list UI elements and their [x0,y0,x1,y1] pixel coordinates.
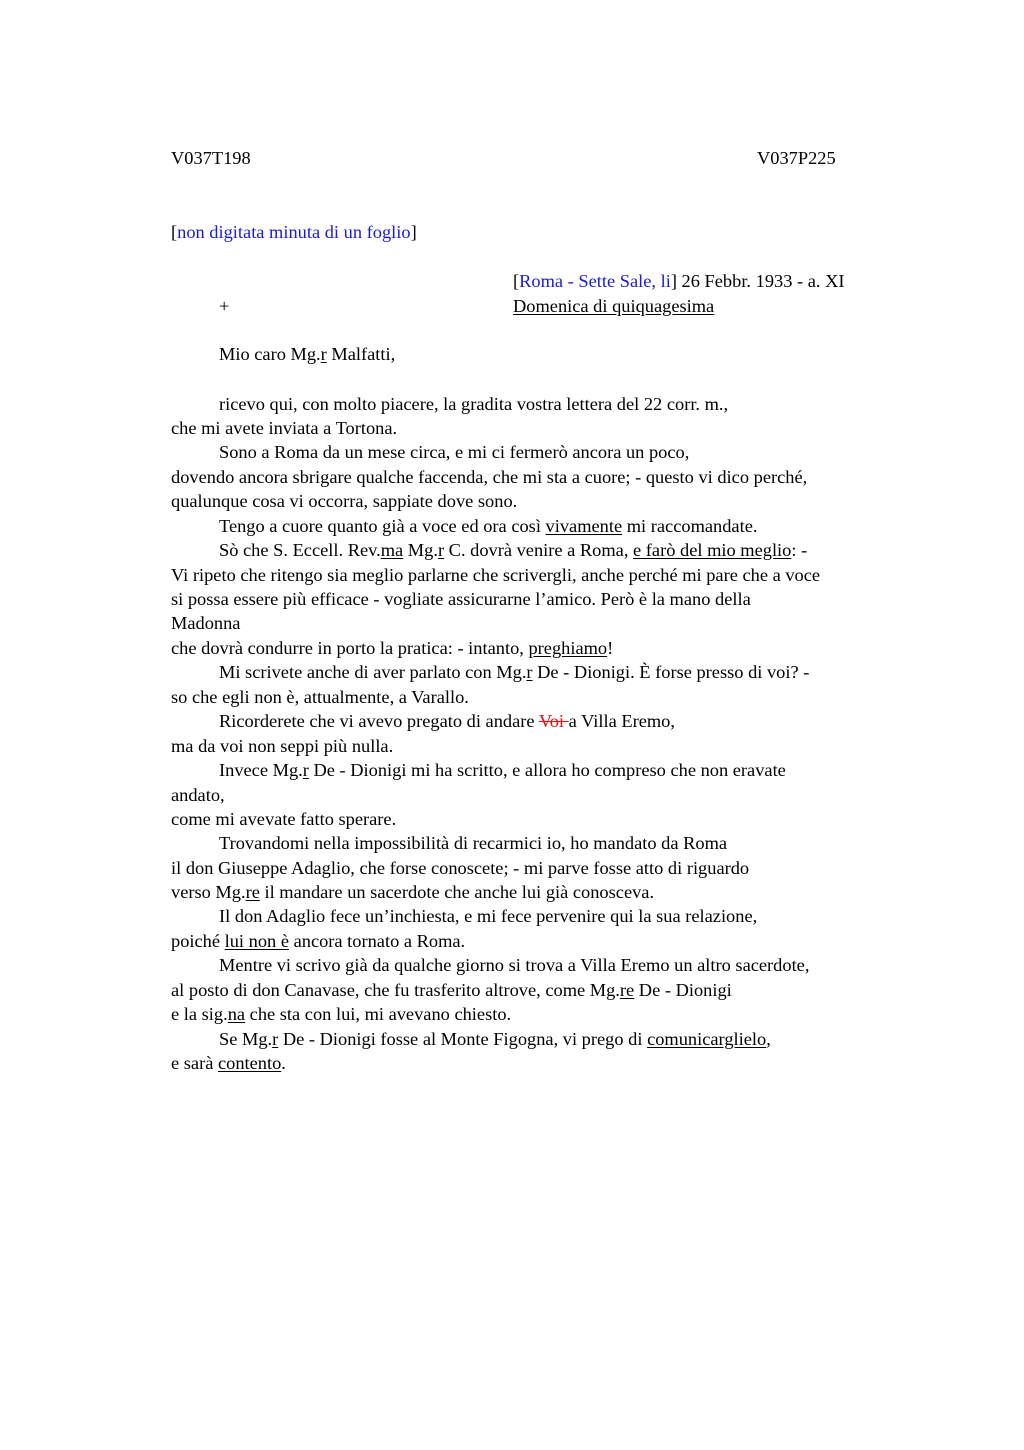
document-code-right: V037P225 [757,148,836,168]
text-line: come mi avevate fatto sperare. [171,809,397,829]
text-line: Sò che S. Eccell. Rev.ma Mg.r C. dovrà venire a Roma, e farò del mio meglio: - [219,540,808,560]
cross-symbol: + [219,296,230,316]
text-line: Trovandomi nella impossibilità di recarmici io, ho mandato da Roma [219,833,728,853]
salutation: Mio caro Mg.r Malfatti, [219,344,396,364]
text-line: si possa essere più efficace - vogliate assicurarne l’amico. Però è la mano della [171,589,751,609]
text-line: Vi ripeto che ritengo sia meglio parlarne che scrivergli, anche perché mi pare che a voce [171,565,821,585]
bracket-close: ] [670,271,677,291]
text-line: e sarà contento. [171,1053,286,1073]
bracket-open: [ [171,222,178,242]
text-line: Il don Adaglio fece un’inchiesta, e mi fece pervenire qui la sua relazione, [219,906,758,926]
text-line: Se Mg.r De - Dionigi fosse al Monte Figogna, vi prego di comunicarglielo, [219,1029,771,1049]
date-text: 26 Febbr. 1933 - a. XI [676,271,845,291]
text-line: qualunque cosa vi occorra, sappiate dove sono. [171,491,518,511]
text-line: ricevo qui, con molto piacere, la gradita vostra lettera del 22 corr. m., [219,394,729,414]
text-line: Madonna [171,613,241,633]
text-line: il don Giuseppe Adaglio, che forse conoscete; - mi parve fosse atto di riguardo [171,858,750,878]
bracket-open: [ [513,271,520,291]
text-line: al posto di don Canavase, che fu trasferito altrove, come Mg.re De - Dionigi [171,980,732,1000]
text-line: che mi avete inviata a Tortona. [171,418,398,438]
text-line: andato, [171,785,225,805]
text-line: so che egli non è, attualmente, a Varallo. [171,687,469,707]
document-code-left: V037T198 [171,148,251,168]
text-line: Mentre vi scrivo già da qualche giorno si trova a Villa Eremo un altro sacerdote, [219,955,810,975]
bracket-close: ] [410,222,417,242]
text-line: Sono a Roma da un mese circa, e mi ci fermerò ancora un poco, [219,442,690,462]
note-text: non digitata minuta di un foglio [177,222,411,242]
text-line: e la sig.na che sta con lui, mi avevano chiesto. [171,1004,512,1024]
text-line: poiché lui non è ancora tornato a Roma. [171,931,466,951]
deleted-word: Voi [538,711,569,731]
liturgical-day: Domenica di quiquagesima [513,296,715,316]
editorial-note [171,223,417,241]
place-text: Roma - Sette Sale, li [519,271,671,291]
text-line: Invece Mg.r De - Dionigi mi ha scritto, e allora ho compreso che non eravate [219,760,786,780]
text-line: Tengo a cuore quanto già a voce ed ora così vivamente mi raccomandate. [219,516,758,536]
text-line: dovendo ancora sbrigare qualche faccenda, che mi sta a cuore; - questo vi dico perché, [171,467,808,487]
text-line: ma da voi non seppi più nulla. [171,736,394,756]
text-line: che dovrà condurre in porto la pratica: - intanto, preghiamo! [171,638,614,658]
text-line: verso Mg.re il mandare un sacerdote che anche lui già conosceva. [171,882,655,902]
place-date-line [513,272,845,290]
text-line: Ricorderete che vi avevo pregato di andare Voi a Villa Eremo, [219,711,675,731]
text-line: Mi scrivete anche di aver parlato con Mg.r De - Dionigi. È forse presso di voi? - [219,662,810,682]
